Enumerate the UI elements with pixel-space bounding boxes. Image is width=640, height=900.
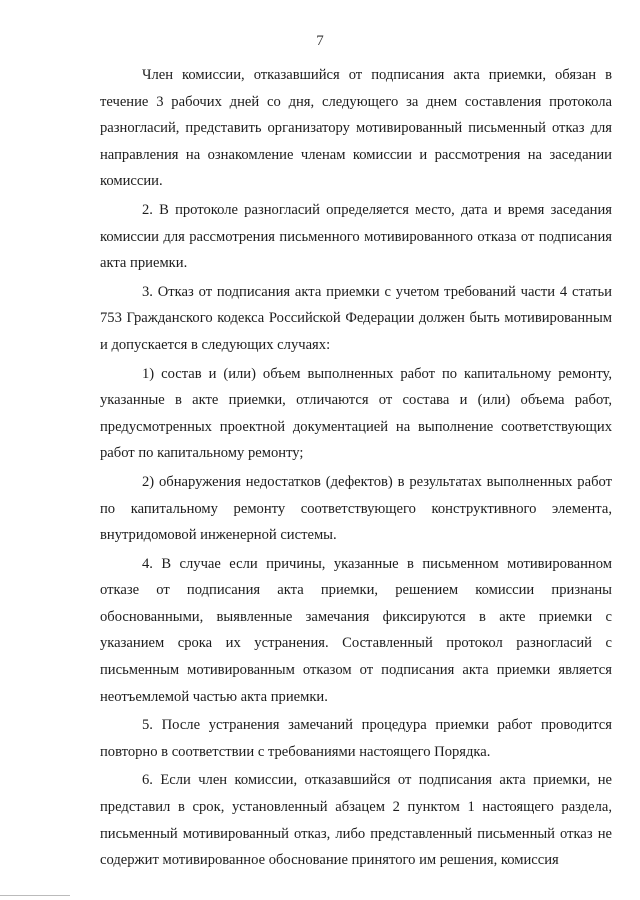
footer-rule	[0, 895, 70, 896]
paragraph-3-item-2: 2) обнаружения недостатков (дефектов) в результатах выполненных работ по капитальному ремонту соответствующего конструктивного элемента, внутридомовой инженерной системы.	[100, 473, 612, 544]
paragraph-2-disagreement-protocol: 2. В протоколе разногласий определяется место, дата и время заседания комиссии для рассмотрения письменного мотивированного отказа от подписания акта приемки.	[100, 201, 612, 272]
paragraph-6-missing-refusal: 6. Если член комиссии, отказавшийся от подписания акта приемки, не представил в срок, установленный абзацем 2 пунктом 1 настоящего раздела, письменный мотивированный отказ, либо представленный письменный отказ не содержит мотивированное обоснование принятого им решения, комиссия	[100, 772, 612, 869]
paragraph-3-refusal-grounds: 3. Отказ от подписания акта приемки с учетом требований части 4 статьи 753 Гражданского кодекса Российской Федерации должен быть мотивированным и допускается в следующих случаях:	[100, 283, 612, 353]
paragraph-5-repeat-acceptance: 5. После устранения замечаний процедура приемки работ проводится повторно в соответствии с требованиями настоящего Порядка.	[100, 717, 612, 760]
page-number: 7	[316, 33, 324, 49]
paragraph-3-item-1: 1) состав и (или) объем выполненных работ по капитальному ремонту, указанные в акте приемки, отличаются от состава и (или) объема работ, предусмотренных проектной документацией на выполнение соответствующих работ по капитальному ремонту;	[100, 365, 612, 462]
paragraph-commission-member-refusal: Член комиссии, отказавшийся от подписания акта приемки, обязан в течение 3 рабочих дней со дня, следующего за днем составления протокола разногласий, представить организатору мотивированный письменный отказ для направления на ознакомление членам комиссии и рассмотрения на заседании комиссии.	[100, 67, 612, 190]
paragraph-4-justified-refusal: 4. В случае если причины, указанные в письменном мотивированном отказе от подписания акта приемки, решением комиссии признаны обоснованными, выявленные замечания фиксируются в акте приемки с указанием срока их устранения. Составленный протокол разногласий с письменным мотивированным отказом от подписания акта приемки является неотъемлемой частью акта приемки.	[100, 555, 612, 705]
document-body	[100, 62, 612, 874]
